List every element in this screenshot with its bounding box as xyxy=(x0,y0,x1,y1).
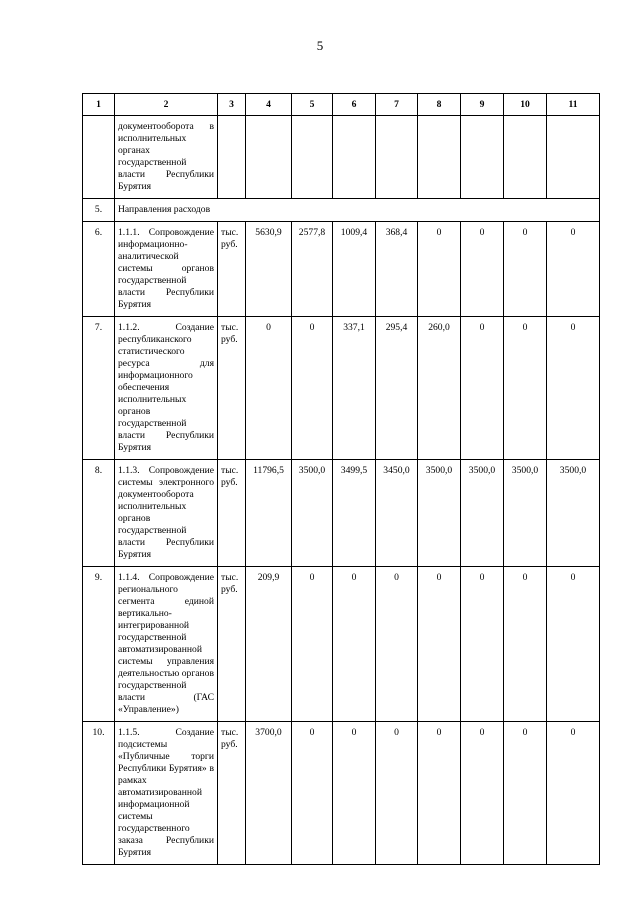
row-name: 1.1.1. Сопровождение информационно-аналитической системы органов государственной власти Республики Бурятия xyxy=(115,222,218,317)
row-name: 1.1.5. Создание подсистемы «Публичные торги Республики Бурятия» в рамках автоматизированной информационной системы государственного заказа Республики Бурятия xyxy=(115,722,218,865)
empty-cell xyxy=(376,116,418,199)
empty-cell xyxy=(547,116,600,199)
row-value: 368,4 xyxy=(376,222,418,317)
empty-cell xyxy=(461,116,504,199)
row-value: 0 xyxy=(333,722,376,865)
row-value: 0 xyxy=(376,722,418,865)
row-value: 3500,0 xyxy=(461,460,504,567)
table-row xyxy=(83,722,600,865)
header-cell: 1 xyxy=(83,94,115,116)
row-value: 295,4 xyxy=(376,317,418,460)
row-value: 260,0 xyxy=(418,317,461,460)
row-name: 1.1.2. Создание республиканского статистического ресурса для информационного обеспечения исполнительных органов государственной власти Республики Бурятия xyxy=(115,317,218,460)
empty-cell xyxy=(246,116,292,199)
page-number: 5 xyxy=(316,38,324,53)
row-value: 3500,0 xyxy=(547,460,600,567)
header-cell: 9 xyxy=(461,94,504,116)
row-value: 0 xyxy=(418,722,461,865)
empty-cell xyxy=(418,116,461,199)
row-value: 0 xyxy=(292,567,333,722)
row-value: 0 xyxy=(292,722,333,865)
header-cell: 6 xyxy=(333,94,376,116)
header-cell: 3 xyxy=(218,94,246,116)
continuation-row xyxy=(83,116,600,199)
row-name: документооборота в исполнительных органах государственной власти Республики Бурятия xyxy=(115,116,218,199)
row-value: 0 xyxy=(376,567,418,722)
row-value: 3500,0 xyxy=(418,460,461,567)
row-value: 0 xyxy=(504,222,547,317)
row-value: 3700,0 xyxy=(246,722,292,865)
header-cell: 8 xyxy=(418,94,461,116)
section-label: Направления расходов xyxy=(115,199,600,222)
row-value: 0 xyxy=(418,222,461,317)
row-value: 0 xyxy=(504,722,547,865)
row-value: 0 xyxy=(547,317,600,460)
row-unit: тыс. руб. xyxy=(218,222,246,317)
row-value: 11796,5 xyxy=(246,460,292,567)
empty-cell xyxy=(292,116,333,199)
empty-cell xyxy=(218,116,246,199)
header-cell: 11 xyxy=(547,94,600,116)
row-value: 0 xyxy=(418,567,461,722)
row-value: 0 xyxy=(246,317,292,460)
row-value: 3450,0 xyxy=(376,460,418,567)
row-number: 6. xyxy=(83,222,115,317)
row-name: 1.1.4. Сопровождение регионального сегмента единой вертикально-интегрированной государственной автоматизированной системы управления деятельностью органов государственной власти (ГАС «Управление») xyxy=(115,567,218,722)
row-value: 0 xyxy=(461,722,504,865)
header-cell: 10 xyxy=(504,94,547,116)
row-name: 1.1.3. Сопровождение системы электронного документооборота исполнительных органов государственной власти Республики Бурятия xyxy=(115,460,218,567)
row-value: 0 xyxy=(292,317,333,460)
row-value: 0 xyxy=(461,567,504,722)
row-unit: тыс. руб. xyxy=(218,722,246,865)
row-value: 1009,4 xyxy=(333,222,376,317)
row-number: 7. xyxy=(83,317,115,460)
row-value: 0 xyxy=(547,222,600,317)
header-row xyxy=(83,94,600,116)
row-number xyxy=(83,116,115,199)
row-value: 0 xyxy=(504,317,547,460)
row-value: 3500,0 xyxy=(504,460,547,567)
header-cell: 2 xyxy=(115,94,218,116)
header-cell: 4 xyxy=(246,94,292,116)
row-value: 0 xyxy=(461,222,504,317)
empty-cell xyxy=(504,116,547,199)
table-row xyxy=(83,460,600,567)
row-value: 0 xyxy=(333,567,376,722)
row-number: 10. xyxy=(83,722,115,865)
row-number: 8. xyxy=(83,460,115,567)
table-row xyxy=(83,567,600,722)
row-value: 3500,0 xyxy=(292,460,333,567)
row-number: 5. xyxy=(83,199,115,222)
row-value: 3499,5 xyxy=(333,460,376,567)
row-value: 209,9 xyxy=(246,567,292,722)
header-cell: 7 xyxy=(376,94,418,116)
row-value: 0 xyxy=(504,567,547,722)
header-cell: 5 xyxy=(292,94,333,116)
table-row xyxy=(83,317,600,460)
row-number: 9. xyxy=(83,567,115,722)
row-value: 0 xyxy=(547,567,600,722)
row-unit: тыс. руб. xyxy=(218,460,246,567)
row-value: 0 xyxy=(461,317,504,460)
table-row xyxy=(83,222,600,317)
section-row xyxy=(83,199,600,222)
row-unit: тыс. руб. xyxy=(218,567,246,722)
row-unit: тыс. руб. xyxy=(218,317,246,460)
row-value: 5630,9 xyxy=(246,222,292,317)
empty-cell xyxy=(333,116,376,199)
row-value: 2577,8 xyxy=(292,222,333,317)
budget-table xyxy=(82,93,600,865)
row-value: 0 xyxy=(547,722,600,865)
row-value: 337,1 xyxy=(333,317,376,460)
